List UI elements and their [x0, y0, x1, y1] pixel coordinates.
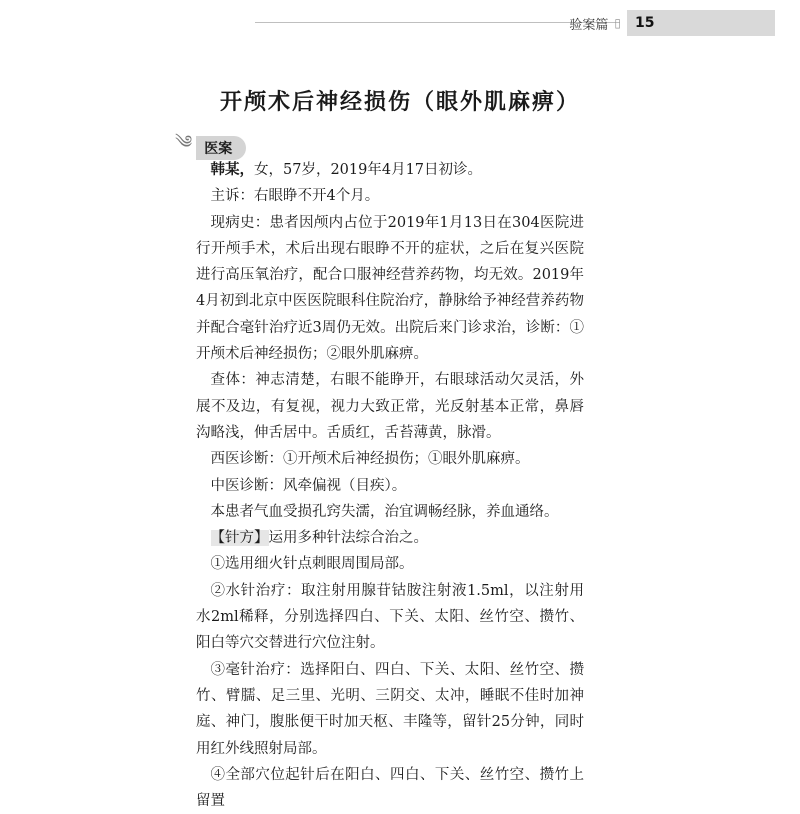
prescription	[196, 525, 584, 551]
running-header	[569, 10, 775, 36]
tcm-diagnosis: 中医诊断：风牵偏视（目疾）。	[210, 477, 407, 494]
prescription-text: 运用多种针法综合治之。	[268, 530, 428, 547]
case-intro	[196, 157, 584, 183]
physical-exam: 查体：神志清楚，右眼不能睁开，右眼球活动欠灵活，外展不及边，有复视，视力大致正常，光反射基本正常，鼻唇沟略浅，伸舌居中。舌质红，舌苔薄黄，脉滑。	[196, 372, 584, 441]
patient-name: 韩某，	[210, 161, 254, 178]
treatment-step-4: ④全部穴位起针后在阳白、四白、下关、丝竹空、攒竹上留置	[196, 766, 584, 810]
page-number: 15	[627, 10, 775, 36]
treatment-step-1: ①选用细火针点刺眼周围局部。	[210, 556, 414, 573]
chief-complaint: 主诉：右眼睁不开4个月。	[210, 188, 380, 205]
western-diagnosis: 西医诊断：①开颅术后神经损伤；①眼外肌麻痹。	[210, 451, 530, 468]
patient-info: 女，57岁，2019年4月17日初诊。	[254, 162, 483, 178]
section-name: 验案篇	[569, 17, 609, 33]
prescription-label: 【针方】	[210, 530, 269, 547]
treatment-step-2: ②水针治疗：取注射用腺苷钴胺注射液1.5ml，以注射用水2ml稀释，分别选择四白、下关、太阳、丝竹空、攒竹、阳白等穴交替进行穴位注射。	[196, 582, 584, 652]
present-history: 现病史：患者因颅内占位于2019年1月13日在304医院进行开颅手术，术后出现右眼睁不开的症状，之后在复兴医院进行高压氧治疗，配合口服神经营养药物，均无效。2019年4月初到北京中医医院眼科住院治疗，静脉给予神经营养药物并配合毫针治疗近3周仍无效。出院后来门诊求治，诊断：①开颅术后神经损伤；②眼外肌麻痹。	[196, 214, 584, 363]
case-body	[196, 157, 584, 814]
treatment-principle: 本患者气血受损孔窍失濡，治宜调畅经脉，养血通络。	[210, 503, 559, 520]
chapter-title: 开颅术后神经损伤（眼外肌麻痹）	[219, 89, 580, 115]
treatment-step-3: ③毫针治疗：选择阳白、四白、下关、太阳、丝竹空、攒竹、臂臑、足三里、光明、三阴交、太冲，睡眠不佳时加神庭、神门，腹胀便干时加天枢、丰隆等，留针25分钟，同时用红外线照射局部。	[196, 661, 584, 757]
cloud-ornament-icon: ༄	[175, 132, 193, 153]
header-rule	[255, 22, 620, 23]
case-badge-label: 医案	[196, 136, 246, 160]
header-ornament-icon: ▯	[614, 16, 621, 30]
